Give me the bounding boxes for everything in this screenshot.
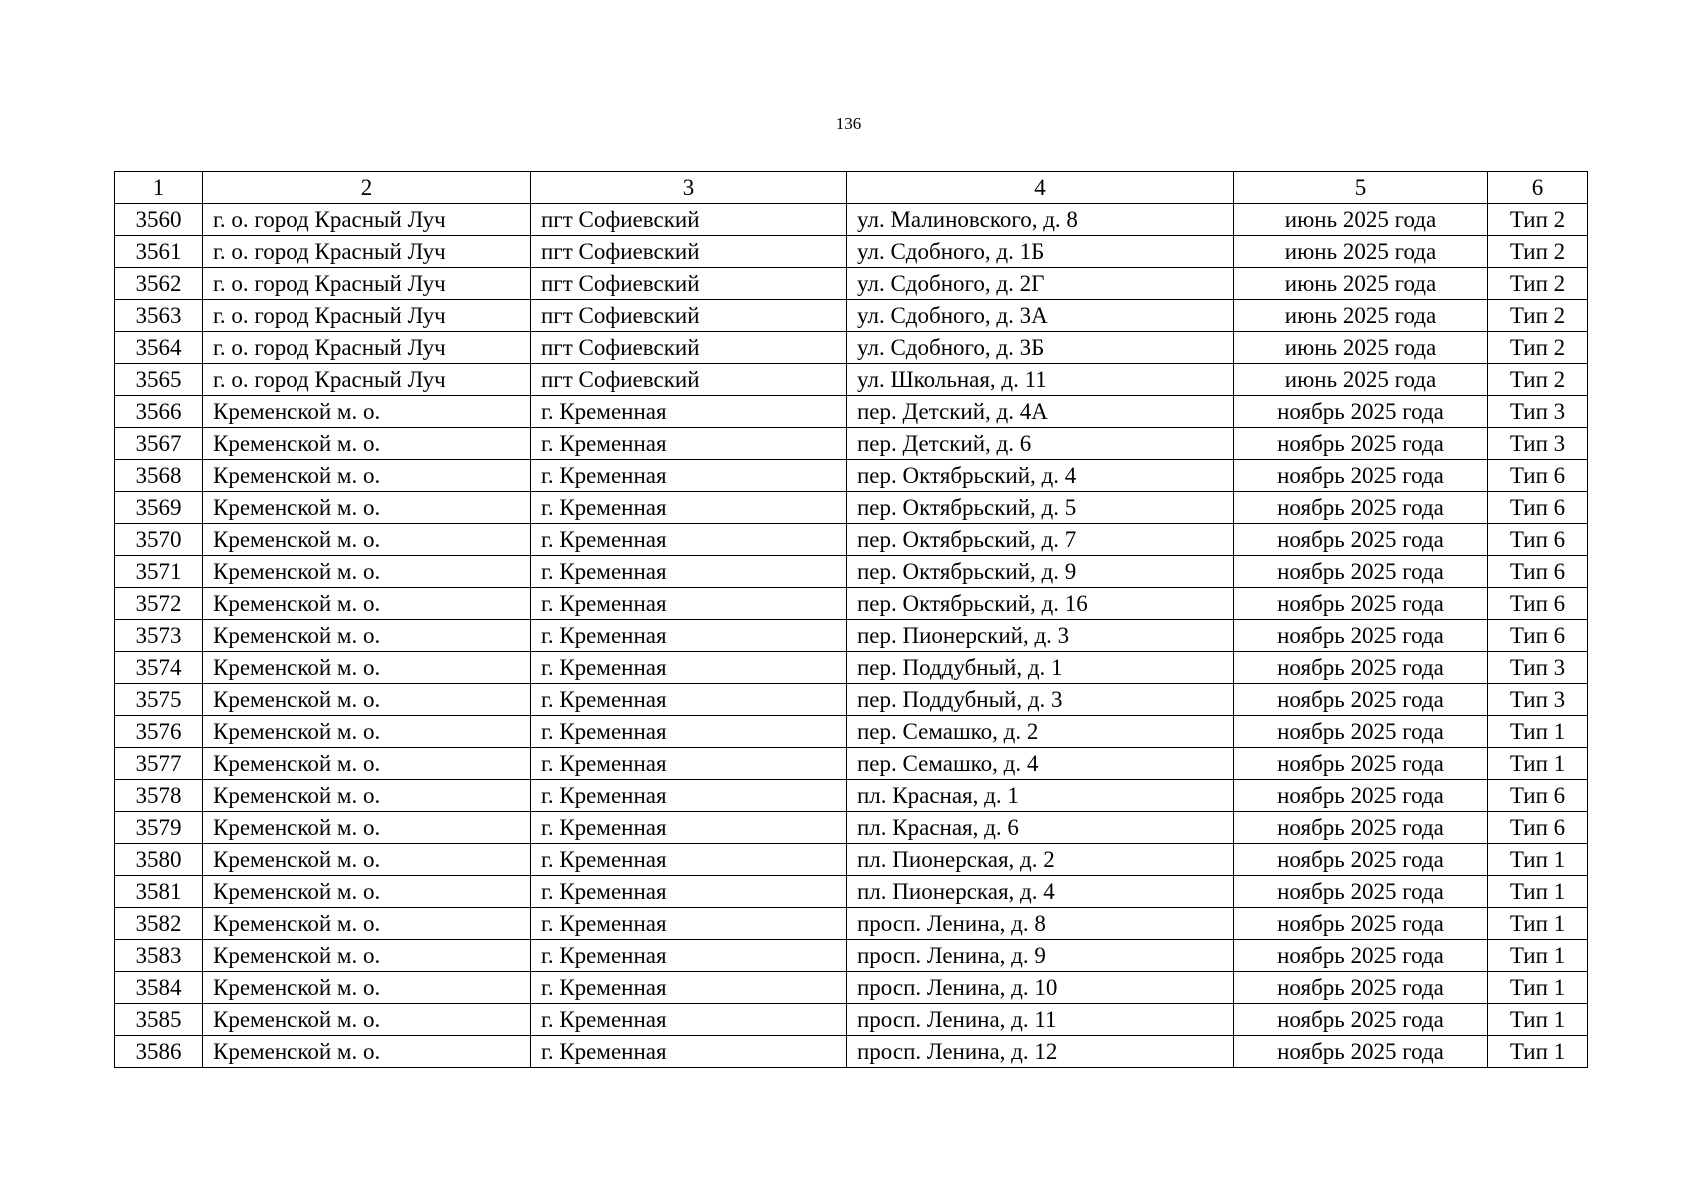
row-number-cell: 3576 bbox=[115, 716, 203, 748]
district-cell: Кременской м. о. bbox=[203, 588, 531, 620]
address-cell: пер. Поддубный, д. 3 bbox=[847, 684, 1234, 716]
district-cell: Кременской м. о. bbox=[203, 908, 531, 940]
row-number-cell: 3569 bbox=[115, 492, 203, 524]
district-cell: Кременской м. о. bbox=[203, 972, 531, 1004]
locality-cell: г. Кременная bbox=[531, 620, 847, 652]
district-cell: г. о. город Красный Луч bbox=[203, 364, 531, 396]
district-cell: Кременской м. о. bbox=[203, 716, 531, 748]
locality-cell: г. Кременная bbox=[531, 652, 847, 684]
locality-cell: г. Кременная bbox=[531, 972, 847, 1004]
locality-cell: г. Кременная bbox=[531, 492, 847, 524]
type-cell: Тип 2 bbox=[1488, 268, 1588, 300]
district-cell: Кременской м. о. bbox=[203, 652, 531, 684]
row-number-cell: 3566 bbox=[115, 396, 203, 428]
type-cell: Тип 3 bbox=[1488, 396, 1588, 428]
type-cell: Тип 6 bbox=[1488, 588, 1588, 620]
period-cell: июнь 2025 года bbox=[1234, 364, 1488, 396]
type-cell: Тип 6 bbox=[1488, 620, 1588, 652]
locality-cell: г. Кременная bbox=[531, 428, 847, 460]
table-row bbox=[115, 684, 1588, 716]
table-row bbox=[115, 972, 1588, 1004]
address-cell: просп. Ленина, д. 12 bbox=[847, 1036, 1234, 1068]
period-cell: ноябрь 2025 года bbox=[1234, 396, 1488, 428]
address-cell: пл. Пионерская, д. 4 bbox=[847, 876, 1234, 908]
type-cell: Тип 1 bbox=[1488, 940, 1588, 972]
period-cell: ноябрь 2025 года bbox=[1234, 940, 1488, 972]
period-cell: ноябрь 2025 года bbox=[1234, 524, 1488, 556]
table-row bbox=[115, 396, 1588, 428]
period-cell: ноябрь 2025 года bbox=[1234, 684, 1488, 716]
type-cell: Тип 6 bbox=[1488, 812, 1588, 844]
locality-cell: г. Кременная bbox=[531, 908, 847, 940]
address-cell: ул. Сдобного, д. 2Г bbox=[847, 268, 1234, 300]
row-number-cell: 3586 bbox=[115, 1036, 203, 1068]
period-cell: ноябрь 2025 года bbox=[1234, 492, 1488, 524]
district-cell: Кременской м. о. bbox=[203, 780, 531, 812]
address-cell: пер. Октябрьский, д. 4 bbox=[847, 460, 1234, 492]
locality-cell: г. Кременная bbox=[531, 812, 847, 844]
row-number-cell: 3577 bbox=[115, 748, 203, 780]
period-cell: ноябрь 2025 года bbox=[1234, 428, 1488, 460]
row-number-cell: 3580 bbox=[115, 844, 203, 876]
address-cell: пл. Красная, д. 6 bbox=[847, 812, 1234, 844]
table-row bbox=[115, 716, 1588, 748]
locality-cell: г. Кременная bbox=[531, 876, 847, 908]
district-cell: г. о. город Красный Луч bbox=[203, 300, 531, 332]
type-cell: Тип 1 bbox=[1488, 972, 1588, 1004]
row-number-cell: 3579 bbox=[115, 812, 203, 844]
address-cell: ул. Сдобного, д. 1Б bbox=[847, 236, 1234, 268]
locality-cell: г. Кременная bbox=[531, 1036, 847, 1068]
period-cell: июнь 2025 года bbox=[1234, 236, 1488, 268]
row-number-cell: 3563 bbox=[115, 300, 203, 332]
type-cell: Тип 2 bbox=[1488, 204, 1588, 236]
period-cell: ноябрь 2025 года bbox=[1234, 844, 1488, 876]
district-cell: Кременской м. о. bbox=[203, 876, 531, 908]
locality-cell: г. Кременная bbox=[531, 396, 847, 428]
district-cell: Кременской м. о. bbox=[203, 844, 531, 876]
type-cell: Тип 3 bbox=[1488, 684, 1588, 716]
district-cell: Кременской м. о. bbox=[203, 748, 531, 780]
address-cell: пер. Октябрьский, д. 7 bbox=[847, 524, 1234, 556]
district-cell: Кременской м. о. bbox=[203, 620, 531, 652]
district-cell: Кременской м. о. bbox=[203, 428, 531, 460]
period-cell: ноябрь 2025 года bbox=[1234, 556, 1488, 588]
table-row bbox=[115, 748, 1588, 780]
district-cell: Кременской м. о. bbox=[203, 524, 531, 556]
row-number-cell: 3571 bbox=[115, 556, 203, 588]
type-cell: Тип 2 bbox=[1488, 236, 1588, 268]
table-row bbox=[115, 364, 1588, 396]
table-row bbox=[115, 268, 1588, 300]
district-cell: Кременской м. о. bbox=[203, 812, 531, 844]
address-cell: пер. Октябрьский, д. 5 bbox=[847, 492, 1234, 524]
table-row bbox=[115, 588, 1588, 620]
district-cell: г. о. город Красный Луч bbox=[203, 268, 531, 300]
locality-cell: пгт Софиевский bbox=[531, 364, 847, 396]
row-number-cell: 3570 bbox=[115, 524, 203, 556]
address-cell: пер. Детский, д. 6 bbox=[847, 428, 1234, 460]
address-cell: пер. Семашко, д. 2 bbox=[847, 716, 1234, 748]
locality-cell: г. Кременная bbox=[531, 844, 847, 876]
address-cell: ул. Малиновского, д. 8 bbox=[847, 204, 1234, 236]
row-number-cell: 3560 bbox=[115, 204, 203, 236]
period-cell: ноябрь 2025 года bbox=[1234, 876, 1488, 908]
address-cell: пер. Пионерский, д. 3 bbox=[847, 620, 1234, 652]
period-cell: ноябрь 2025 года bbox=[1234, 780, 1488, 812]
address-cell: ул. Школьная, д. 11 bbox=[847, 364, 1234, 396]
period-cell: ноябрь 2025 года bbox=[1234, 460, 1488, 492]
table-row bbox=[115, 204, 1588, 236]
type-cell: Тип 6 bbox=[1488, 460, 1588, 492]
period-cell: ноябрь 2025 года bbox=[1234, 588, 1488, 620]
table-body bbox=[115, 172, 1588, 1068]
address-cell: просп. Ленина, д. 11 bbox=[847, 1004, 1234, 1036]
address-cell: пер. Октябрьский, д. 16 bbox=[847, 588, 1234, 620]
district-cell: Кременской м. о. bbox=[203, 556, 531, 588]
table-row bbox=[115, 1036, 1588, 1068]
locality-cell: г. Кременная bbox=[531, 588, 847, 620]
table-row bbox=[115, 236, 1588, 268]
type-cell: Тип 1 bbox=[1488, 1036, 1588, 1068]
period-cell: июнь 2025 года bbox=[1234, 300, 1488, 332]
period-cell: ноябрь 2025 года bbox=[1234, 1036, 1488, 1068]
period-cell: ноябрь 2025 года bbox=[1234, 652, 1488, 684]
locality-cell: пгт Софиевский bbox=[531, 204, 847, 236]
address-cell: пер. Семашко, д. 4 bbox=[847, 748, 1234, 780]
table-row bbox=[115, 620, 1588, 652]
table-row bbox=[115, 524, 1588, 556]
period-cell: ноябрь 2025 года bbox=[1234, 812, 1488, 844]
table-row bbox=[115, 908, 1588, 940]
locality-cell: пгт Софиевский bbox=[531, 332, 847, 364]
column-number: 4 bbox=[847, 172, 1234, 204]
district-cell: Кременской м. о. bbox=[203, 1004, 531, 1036]
housing-register-table bbox=[114, 171, 1588, 1068]
period-cell: ноябрь 2025 года bbox=[1234, 1004, 1488, 1036]
table-row bbox=[115, 812, 1588, 844]
address-cell: ул. Сдобного, д. 3Б bbox=[847, 332, 1234, 364]
page-number: 136 bbox=[835, 114, 862, 133]
type-cell: Тип 6 bbox=[1488, 524, 1588, 556]
locality-cell: г. Кременная bbox=[531, 1004, 847, 1036]
district-cell: Кременской м. о. bbox=[203, 460, 531, 492]
row-number-cell: 3564 bbox=[115, 332, 203, 364]
row-number-cell: 3583 bbox=[115, 940, 203, 972]
district-cell: Кременской м. о. bbox=[203, 940, 531, 972]
row-number-cell: 3582 bbox=[115, 908, 203, 940]
table-row bbox=[115, 460, 1588, 492]
district-cell: Кременской м. о. bbox=[203, 396, 531, 428]
type-cell: Тип 2 bbox=[1488, 332, 1588, 364]
row-number-cell: 3561 bbox=[115, 236, 203, 268]
type-cell: Тип 6 bbox=[1488, 556, 1588, 588]
period-cell: ноябрь 2025 года bbox=[1234, 748, 1488, 780]
address-cell: пер. Октябрьский, д. 9 bbox=[847, 556, 1234, 588]
period-cell: ноябрь 2025 года bbox=[1234, 908, 1488, 940]
column-number-row bbox=[115, 172, 1588, 204]
address-cell: просп. Ленина, д. 10 bbox=[847, 972, 1234, 1004]
row-number-cell: 3562 bbox=[115, 268, 203, 300]
table-row bbox=[115, 428, 1588, 460]
table-row bbox=[115, 844, 1588, 876]
column-number: 2 bbox=[203, 172, 531, 204]
type-cell: Тип 1 bbox=[1488, 844, 1588, 876]
period-cell: июнь 2025 года bbox=[1234, 268, 1488, 300]
district-cell: г. о. город Красный Луч bbox=[203, 204, 531, 236]
district-cell: г. о. город Красный Луч bbox=[203, 332, 531, 364]
address-cell: пер. Детский, д. 4А bbox=[847, 396, 1234, 428]
row-number-cell: 3574 bbox=[115, 652, 203, 684]
locality-cell: пгт Софиевский bbox=[531, 300, 847, 332]
row-number-cell: 3572 bbox=[115, 588, 203, 620]
district-cell: Кременской м. о. bbox=[203, 1036, 531, 1068]
type-cell: Тип 3 bbox=[1488, 428, 1588, 460]
locality-cell: г. Кременная bbox=[531, 940, 847, 972]
locality-cell: г. Кременная bbox=[531, 556, 847, 588]
period-cell: ноябрь 2025 года bbox=[1234, 972, 1488, 1004]
locality-cell: г. Кременная bbox=[531, 748, 847, 780]
period-cell: ноябрь 2025 года bbox=[1234, 716, 1488, 748]
table-row bbox=[115, 556, 1588, 588]
row-number-cell: 3581 bbox=[115, 876, 203, 908]
column-number: 6 bbox=[1488, 172, 1588, 204]
column-number: 3 bbox=[531, 172, 847, 204]
locality-cell: г. Кременная bbox=[531, 460, 847, 492]
row-number-cell: 3568 bbox=[115, 460, 203, 492]
locality-cell: г. Кременная bbox=[531, 780, 847, 812]
row-number-cell: 3565 bbox=[115, 364, 203, 396]
table-row bbox=[115, 492, 1588, 524]
table-row bbox=[115, 652, 1588, 684]
district-cell: г. о. город Красный Луч bbox=[203, 236, 531, 268]
table-row bbox=[115, 940, 1588, 972]
type-cell: Тип 6 bbox=[1488, 492, 1588, 524]
type-cell: Тип 1 bbox=[1488, 876, 1588, 908]
address-cell: ул. Сдобного, д. 3А bbox=[847, 300, 1234, 332]
address-cell: просп. Ленина, д. 9 bbox=[847, 940, 1234, 972]
column-number: 5 bbox=[1234, 172, 1488, 204]
type-cell: Тип 1 bbox=[1488, 748, 1588, 780]
table-row bbox=[115, 780, 1588, 812]
table-row bbox=[115, 332, 1588, 364]
row-number-cell: 3567 bbox=[115, 428, 203, 460]
locality-cell: г. Кременная bbox=[531, 684, 847, 716]
type-cell: Тип 1 bbox=[1488, 716, 1588, 748]
table-row bbox=[115, 1004, 1588, 1036]
type-cell: Тип 2 bbox=[1488, 300, 1588, 332]
table-row bbox=[115, 300, 1588, 332]
district-cell: Кременской м. о. bbox=[203, 684, 531, 716]
address-cell: пл. Пионерская, д. 2 bbox=[847, 844, 1234, 876]
address-cell: просп. Ленина, д. 8 bbox=[847, 908, 1234, 940]
period-cell: июнь 2025 года bbox=[1234, 332, 1488, 364]
table-row bbox=[115, 876, 1588, 908]
type-cell: Тип 2 bbox=[1488, 364, 1588, 396]
period-cell: июнь 2025 года bbox=[1234, 204, 1488, 236]
row-number-cell: 3584 bbox=[115, 972, 203, 1004]
address-cell: пл. Красная, д. 1 bbox=[847, 780, 1234, 812]
row-number-cell: 3575 bbox=[115, 684, 203, 716]
locality-cell: г. Кременная bbox=[531, 524, 847, 556]
type-cell: Тип 1 bbox=[1488, 908, 1588, 940]
row-number-cell: 3578 bbox=[115, 780, 203, 812]
type-cell: Тип 1 bbox=[1488, 1004, 1588, 1036]
locality-cell: г. Кременная bbox=[531, 716, 847, 748]
locality-cell: пгт Софиевский bbox=[531, 236, 847, 268]
address-cell: пер. Поддубный, д. 1 bbox=[847, 652, 1234, 684]
row-number-cell: 3585 bbox=[115, 1004, 203, 1036]
locality-cell: пгт Софиевский bbox=[531, 268, 847, 300]
type-cell: Тип 3 bbox=[1488, 652, 1588, 684]
column-number: 1 bbox=[115, 172, 203, 204]
type-cell: Тип 6 bbox=[1488, 780, 1588, 812]
row-number-cell: 3573 bbox=[115, 620, 203, 652]
period-cell: ноябрь 2025 года bbox=[1234, 620, 1488, 652]
district-cell: Кременской м. о. bbox=[203, 492, 531, 524]
